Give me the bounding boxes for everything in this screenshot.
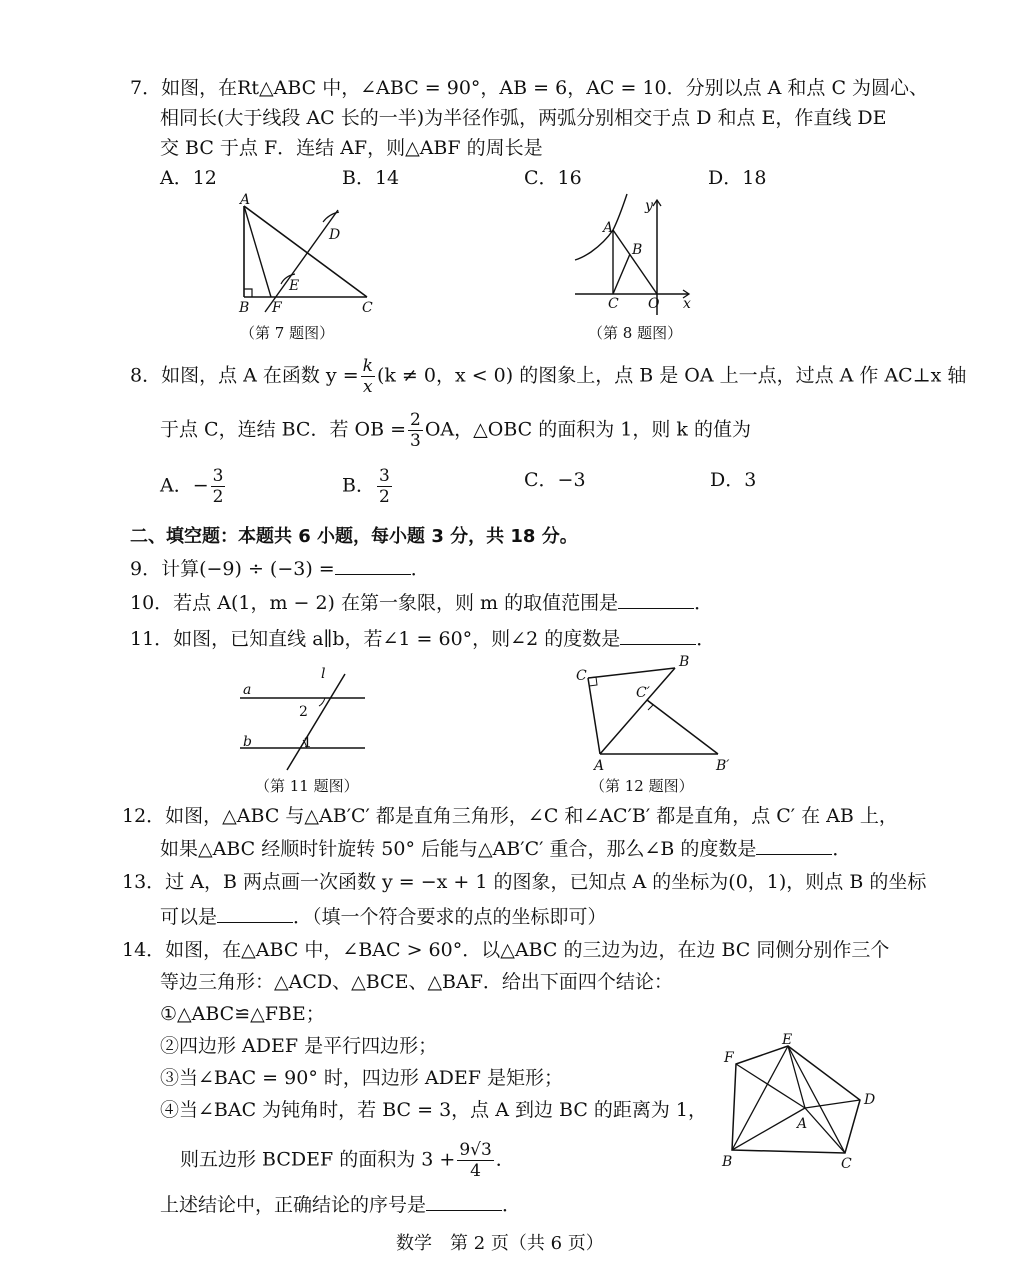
fig8-label-a: A <box>603 220 614 236</box>
q8-fraction-2-3 <box>408 410 423 451</box>
fig8-segment-ao <box>613 230 657 294</box>
q12-answer-blank <box>756 836 832 855</box>
fig12-label-bprime: B′ <box>716 758 730 774</box>
fig8-label-y: y <box>645 198 653 214</box>
fig14-label-b: B <box>722 1154 733 1170</box>
fig8-label-o: O <box>648 296 660 312</box>
q13-line-1: 13．过 A，B 两点画一次函数 y = −x + 1 的图象，已知点 A 的坐标为(0，1)，则点 B 的坐标 <box>122 871 927 893</box>
q14-line-1: 14．如图，在△ABC 中，∠BAC > 60°．以△ABC 的三边为边，在边 BC 同侧分别作三个 <box>122 939 890 961</box>
q10-text: 10．若点 A(1，m − 2) 在第一象限，则 m 的取值范围是 <box>130 592 619 614</box>
fig11-label-b: b <box>243 734 252 750</box>
fig7-label-f: F <box>272 300 282 316</box>
q13-line-2-end: ．（填一个符合要求的点的坐标即可） <box>293 906 607 928</box>
q14-ask-line <box>160 1192 521 1217</box>
fig12-side-ab <box>600 668 675 754</box>
q9-text: 9．计算(−9) ÷ (−3) = <box>130 558 335 580</box>
fig12-label-cprime: C′ <box>636 685 650 701</box>
q9-line <box>130 556 430 581</box>
fig7-label-a: A <box>240 192 251 208</box>
fig8-label-c: C <box>608 296 619 312</box>
q8-line-1 <box>130 356 966 397</box>
q8-fraction-k-over-x <box>361 356 375 397</box>
q8-option-a-fraction <box>211 466 226 507</box>
q14-ask-text: 上述结论中，正确结论的序号是 <box>160 1194 427 1216</box>
q14-area-fraction <box>457 1140 493 1181</box>
fig14-label-f: F <box>724 1050 734 1066</box>
q7-option-a: A．12 <box>160 167 217 189</box>
q13-line-2 <box>160 904 607 929</box>
fig7-label-b: B <box>239 300 250 316</box>
q8-option-c: C．−3 <box>524 469 586 491</box>
fig12-side-cprime-bprime <box>647 700 718 754</box>
fig7-label-e: E <box>289 278 300 294</box>
q14-conclusion-2: ②四边形 ADEF 是平行四边形； <box>160 1035 438 1057</box>
q7-option-d: D．18 <box>708 167 767 189</box>
q8-option-b <box>342 466 394 507</box>
q8-frac2-numerator: 2 <box>410 410 421 430</box>
fig12-side-ca <box>588 678 600 754</box>
q8-line-1-start: 8．如图，点 A 在函数 y = <box>130 364 359 387</box>
fig14-label-d: D <box>864 1092 876 1108</box>
q11-answer-blank <box>620 626 696 645</box>
figure-12 <box>570 650 750 775</box>
q8-option-d: D．3 <box>710 469 757 491</box>
q8-option-b-den: 2 <box>378 487 390 507</box>
q9-end: ． <box>410 558 430 580</box>
q8-line-2-end: OA，△OBC 的面积为 1，则 k 的值为 <box>424 418 751 441</box>
fig11-caption: （第 11 题图） <box>255 777 359 795</box>
fig14-label-a: A <box>797 1116 808 1132</box>
fig12-label-c: C <box>576 668 587 684</box>
fig11-label-1: 1 <box>303 735 312 751</box>
q14-area-end: ． <box>495 1148 515 1171</box>
q11-line <box>130 626 715 651</box>
q14-conclusion-4-cont <box>180 1140 515 1181</box>
fig11-label-a: a <box>243 682 252 698</box>
q8-option-b-num: 3 <box>378 466 390 486</box>
fig14-segment-da <box>805 1100 860 1108</box>
fig11-label-l: l <box>321 666 326 682</box>
figure-11 <box>235 662 375 772</box>
fig11-line-l <box>287 674 345 770</box>
q8-line-2-start: 于点 C，连结 BC．若 OB = <box>160 418 407 441</box>
fig7-caption: （第 7 题图） <box>240 324 335 342</box>
q14-area-fraction-den: 4 <box>470 1161 481 1181</box>
q12-end: ． <box>832 838 852 860</box>
q8-frac2-denominator: 3 <box>410 431 421 451</box>
q14-conclusion-4: ④当∠BAC 为钝角时，若 BC = 3，点 A 到边 BC 的距离为 1， <box>160 1099 708 1121</box>
page-footer: 数学 第 2 页（共 6 页） <box>396 1233 604 1254</box>
q9-answer-blank <box>335 556 411 575</box>
q11-end: ． <box>696 628 716 650</box>
fig14-label-e: E <box>782 1032 793 1048</box>
fig8-label-b: B <box>632 242 643 258</box>
figure-14 <box>710 1030 890 1180</box>
q10-answer-blank <box>618 590 694 609</box>
q8-option-a <box>160 466 227 507</box>
q8-frac1-numerator: k <box>362 356 373 376</box>
fig12-label-a: A <box>594 758 605 774</box>
fig12-caption: （第 12 题图） <box>590 777 694 795</box>
q8-option-b-fraction <box>377 466 392 507</box>
q14-conclusion-3: ③当∠BAC = 90° 时，四边形 ADEF 是矩形； <box>160 1067 563 1089</box>
q14-conclusion-1: ①△ABC≌△FBE； <box>160 1003 325 1025</box>
q12-line-1: 12．如图，△ABC 与△AB′C′ 都是直角三角形，∠C 和∠AC′B′ 都是直角，点 C′ 在 AB 上， <box>122 805 898 827</box>
q8-option-a-den: 2 <box>212 487 224 507</box>
fig11-label-2: 2 <box>299 704 308 720</box>
fig8-label-x: x <box>683 296 691 312</box>
fig7-right-angle-mark <box>244 289 252 297</box>
fig8-segment-bc <box>613 254 630 294</box>
fig7-label-d: D <box>329 227 341 243</box>
q8-option-a-num: 3 <box>212 466 224 486</box>
fig8-hyperbola <box>575 194 627 260</box>
q13-line-2-start: 可以是 <box>160 906 218 928</box>
q13-answer-blank <box>217 904 293 923</box>
q8-line-1-end: (k ≠ 0，x < 0) 的图象上，点 B 是 OA 上一点，过点 A 作 AC⊥x 轴 <box>376 364 967 387</box>
fig12-label-b: B <box>679 654 690 670</box>
q14-end: ． <box>502 1194 522 1216</box>
q12-line-2-text: 如果△ABC 经顺时针旋转 50° 后能与△AB′C′ 重合，那么∠B 的度数是 <box>160 838 757 860</box>
q8-option-b-label: B． <box>342 474 375 497</box>
q7-line-2: 相同长(大于线段 AC 长的一半)为半径作弧，两弧分别相交于点 D 和点 E，作直线 DE <box>160 107 887 129</box>
fig7-side-ac <box>244 206 367 297</box>
q14-line-2: 等边三角形：△ACD、△BCE、△BAF．给出下面四个结论： <box>160 971 673 993</box>
fig14-segment-ce <box>788 1046 845 1153</box>
fig11-angle-2-arc <box>319 698 325 706</box>
fig7-label-c: C <box>362 300 373 316</box>
section-2-heading: 二、填空题：本题共 6 小题，每小题 3 分，共 18 分。 <box>130 526 578 547</box>
fig7-segment-af <box>244 206 271 297</box>
q11-text: 11．如图，已知直线 a∥b，若∠1 = 60°，则∠2 的度数是 <box>130 628 621 650</box>
fig12-side-cb <box>588 668 675 678</box>
fig8-caption: （第 8 题图） <box>588 324 683 342</box>
q8-frac1-denominator: x <box>362 377 373 397</box>
q8-line-2 <box>160 410 751 451</box>
q7-line-3: 交 BC 于点 F．连结 AF，则△ABF 的周长是 <box>160 137 543 159</box>
q14-area-fraction-num: 9√3 <box>459 1140 492 1160</box>
q12-line-2 <box>160 836 851 861</box>
q14-area-text: 则五边形 BCDEF 的面积为 3 + <box>180 1148 456 1171</box>
figure-8 <box>565 190 705 320</box>
q8-option-a-label: A．− <box>160 474 209 497</box>
q14-answer-blank <box>426 1192 502 1211</box>
q7-option-c: C．16 <box>524 167 582 189</box>
figure-7 <box>225 190 395 320</box>
q10-line <box>130 590 713 615</box>
q10-end: ． <box>694 592 714 614</box>
fig14-label-c: C <box>841 1156 852 1172</box>
q7-option-b: B．14 <box>342 167 400 189</box>
q7-line-1: 7．如图，在Rt△ABC 中，∠ABC = 90°，AB = 6，AC = 10．分别以点 A 和点 C 为圆心、 <box>130 77 929 99</box>
